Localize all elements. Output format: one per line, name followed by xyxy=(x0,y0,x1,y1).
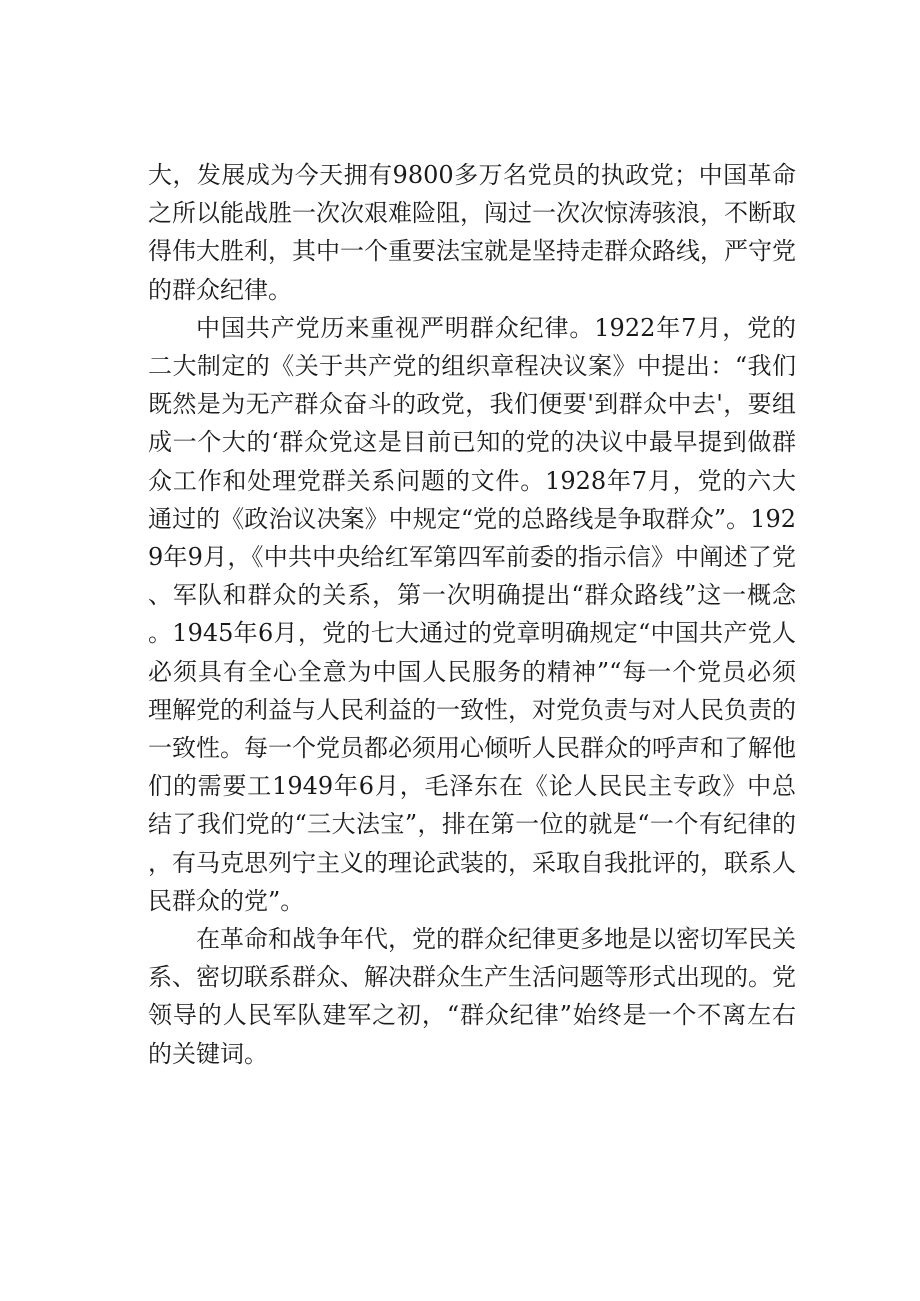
paragraph-continuation: 大，发展成为今天拥有9800多万名党员的执政党；中国革命之所以能战胜一次次艰难险阻，闯过一次次惊涛骇浪，不断取得伟大胜利，其中一个重要法宝就是坚持走群众路线，严守党的群众纪律。 xyxy=(148,161,796,304)
paragraph-revolutionary-era: 在革命和战争年代，党的群众纪律更多地是以密切军民关系、密切联系群众、解决群众生产生活问题等形式出现的。党领导的人民军队建军之初，“群众纪律”始终是一个不离左右的关键词。 xyxy=(148,925,796,1068)
document-body xyxy=(148,156,796,1073)
paragraph-mass-discipline-history: 中国共产党历来重视严明群众纪律。1922年7月，党的二大制定的《关于共产党的组织章程决议案》中提出：“我们既然是为无产群众奋斗的政党，我们便要'到群众中去'，要组成一个大的‘群众党这是目前已知的党的决议中最早提到做群众工作和处理党群关系问题的文件。1928年7月，党的六大通过的《政治议决案》中规定“党的总路线是争取群众”。1929年9月，《中共中央给红军第四军前委的指示信》中阐述了党、军队和群众的关系，第一次明确提出“群众路线”这一概念。1945年6月，党的七大通过的党章明确规定“中国共产党人必须具有全心全意为中国人民服务的精神”“每一个党员必须理解党的利益与人民利益的一致性，对党负责与对人民负责的一致性。每一个党员都必须用心倾听人民群众的呼声和了解他们的需要工1949年6月，毛泽东在《论人民民主专政》中总结了我们党的“三大法宝”，排在第一位的就是“一个有纪律的，有马克思列宁主义的理论武装的，采取自我批评的，联系人民群众的党”。 xyxy=(148,313,796,915)
